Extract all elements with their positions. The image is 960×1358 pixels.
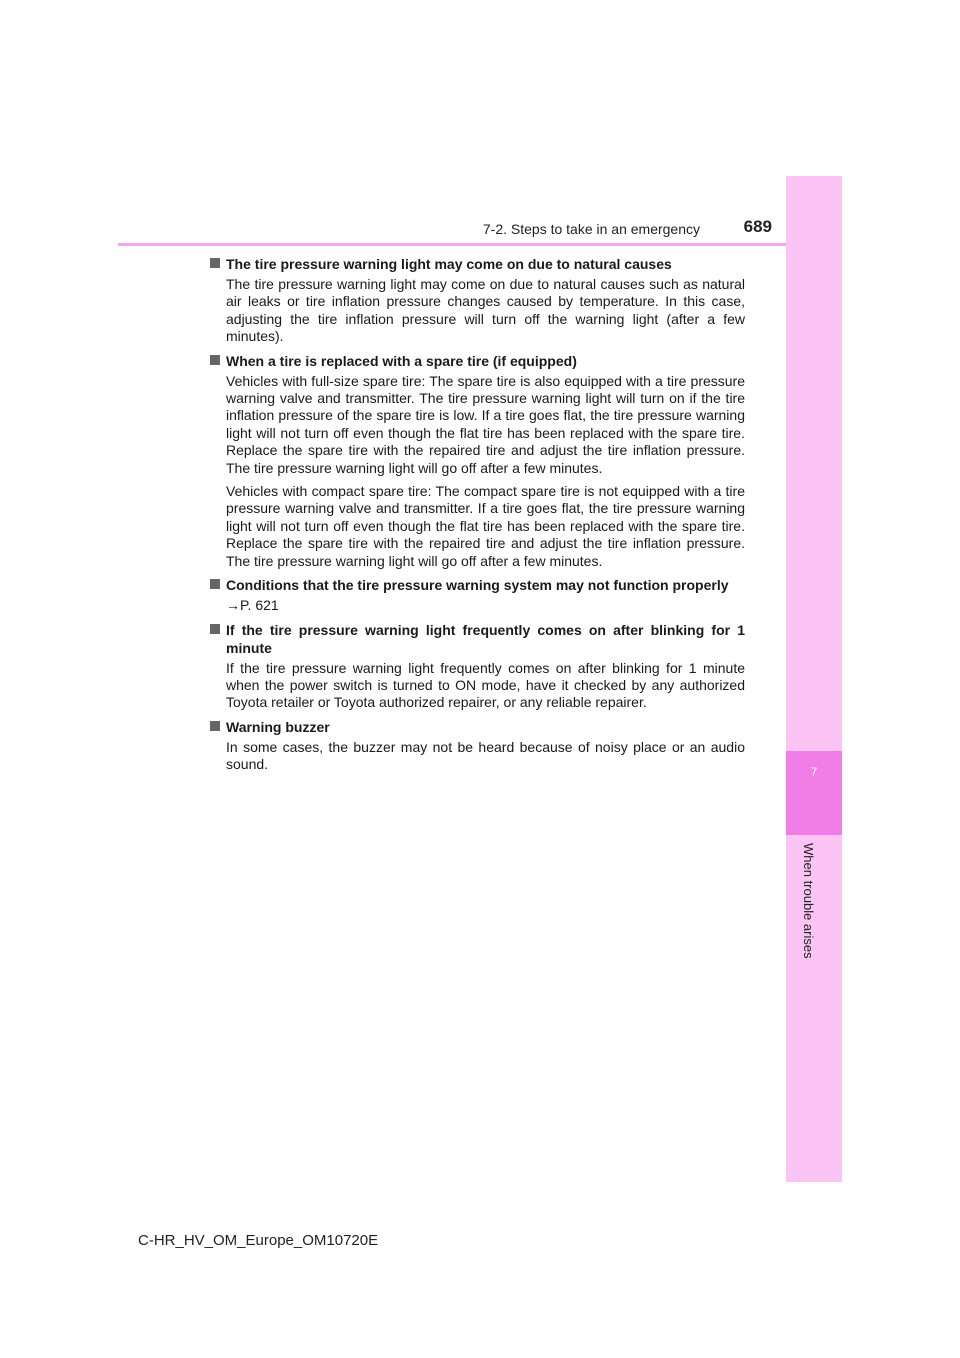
entry-title-text: The tire pressure warning light may come on due to natural causes bbox=[226, 256, 672, 272]
chapter-number: 7 bbox=[810, 765, 818, 779]
entry-natural-causes bbox=[210, 255, 745, 346]
square-bullet-icon bbox=[210, 624, 220, 634]
entry-title bbox=[210, 576, 745, 594]
entry-title-text: Conditions that the tire pressure warning system may not function properly bbox=[226, 577, 729, 594]
document-code: C-HR_HV_OM_Europe_OM10720E bbox=[138, 1232, 379, 1249]
chapter-title: When trouble arises bbox=[801, 843, 816, 959]
square-bullet-icon bbox=[210, 721, 220, 731]
entry-blinking-light bbox=[210, 621, 745, 712]
header-divider bbox=[118, 243, 786, 246]
square-bullet-icon bbox=[210, 355, 220, 365]
entry-paragraph: If the tire pressure warning light frequently comes on after blinking for 1 minute when the power switch is turned to ON mode, have it checked by any authorized Toyota retailer or Toyota authorized repairer, or any reliable repairer. bbox=[226, 659, 745, 711]
chapter-side-tab bbox=[786, 176, 842, 1182]
chapter-side-tab-highlight bbox=[786, 751, 842, 835]
entry-title-text: When a tire is replaced with a spare tire (if equipped) bbox=[226, 352, 577, 369]
entry-warning-buzzer bbox=[210, 718, 745, 774]
entry-paragraph: Vehicles with compact spare tire: The compact spare tire is not equipped with a tire pressure warning valve and transmitter. If a tire goes flat, the tire pressure warning light will not turn off even though the flat tire has been replaced with the spare tire. Replace the spare tire with the repaired tire and adjust the tire inflation pressure. The tire pressure warning light will go off after a few minutes. bbox=[226, 483, 745, 569]
square-bullet-icon bbox=[210, 579, 220, 589]
entry-spare-tire bbox=[210, 352, 745, 570]
entry-paragraph: In some cases, the buzzer may not be heard because of noisy place or an audio sound. bbox=[226, 738, 745, 773]
entry-conditions bbox=[210, 576, 745, 614]
entry-paragraph: Vehicles with full-size spare tire: The spare tire is also equipped with a tire pressure warning valve and transmitter. The tire pressure warning light will turn on if the tire inflation pressure of the spare tire is low. If a tire goes flat, the tire pressure warning light will not turn off even though the flat tire has been replaced with the spare tire. Replace the spare tire with the repaired tire and adjust the tire inflation pressure. The tire pressure warning light will go off after a few minutes. bbox=[226, 372, 745, 476]
section-title: 7-2. Steps to take in an emergency bbox=[482, 221, 700, 237]
entry-title bbox=[210, 621, 745, 657]
entry-title bbox=[210, 718, 745, 736]
page-number: 689 bbox=[743, 217, 772, 236]
square-bullet-icon bbox=[210, 258, 220, 268]
entry-title bbox=[210, 352, 745, 370]
entry-paragraph: The tire pressure warning light may come on due to natural causes such as natural air leaks or tire inflation pressure changes caused by temperature. In this case, adjusting the tire inflation pressure will turn off the warning light (after a few minutes). bbox=[226, 276, 745, 345]
page-content bbox=[210, 255, 745, 780]
entry-title-text: Warning buzzer bbox=[226, 718, 330, 735]
entry-title-text: If the tire pressure warning light frequently comes on after blinking for 1 minute bbox=[226, 621, 745, 656]
page-reference-link[interactable]: →P. 621 bbox=[226, 597, 279, 614]
entry-title bbox=[210, 255, 745, 273]
